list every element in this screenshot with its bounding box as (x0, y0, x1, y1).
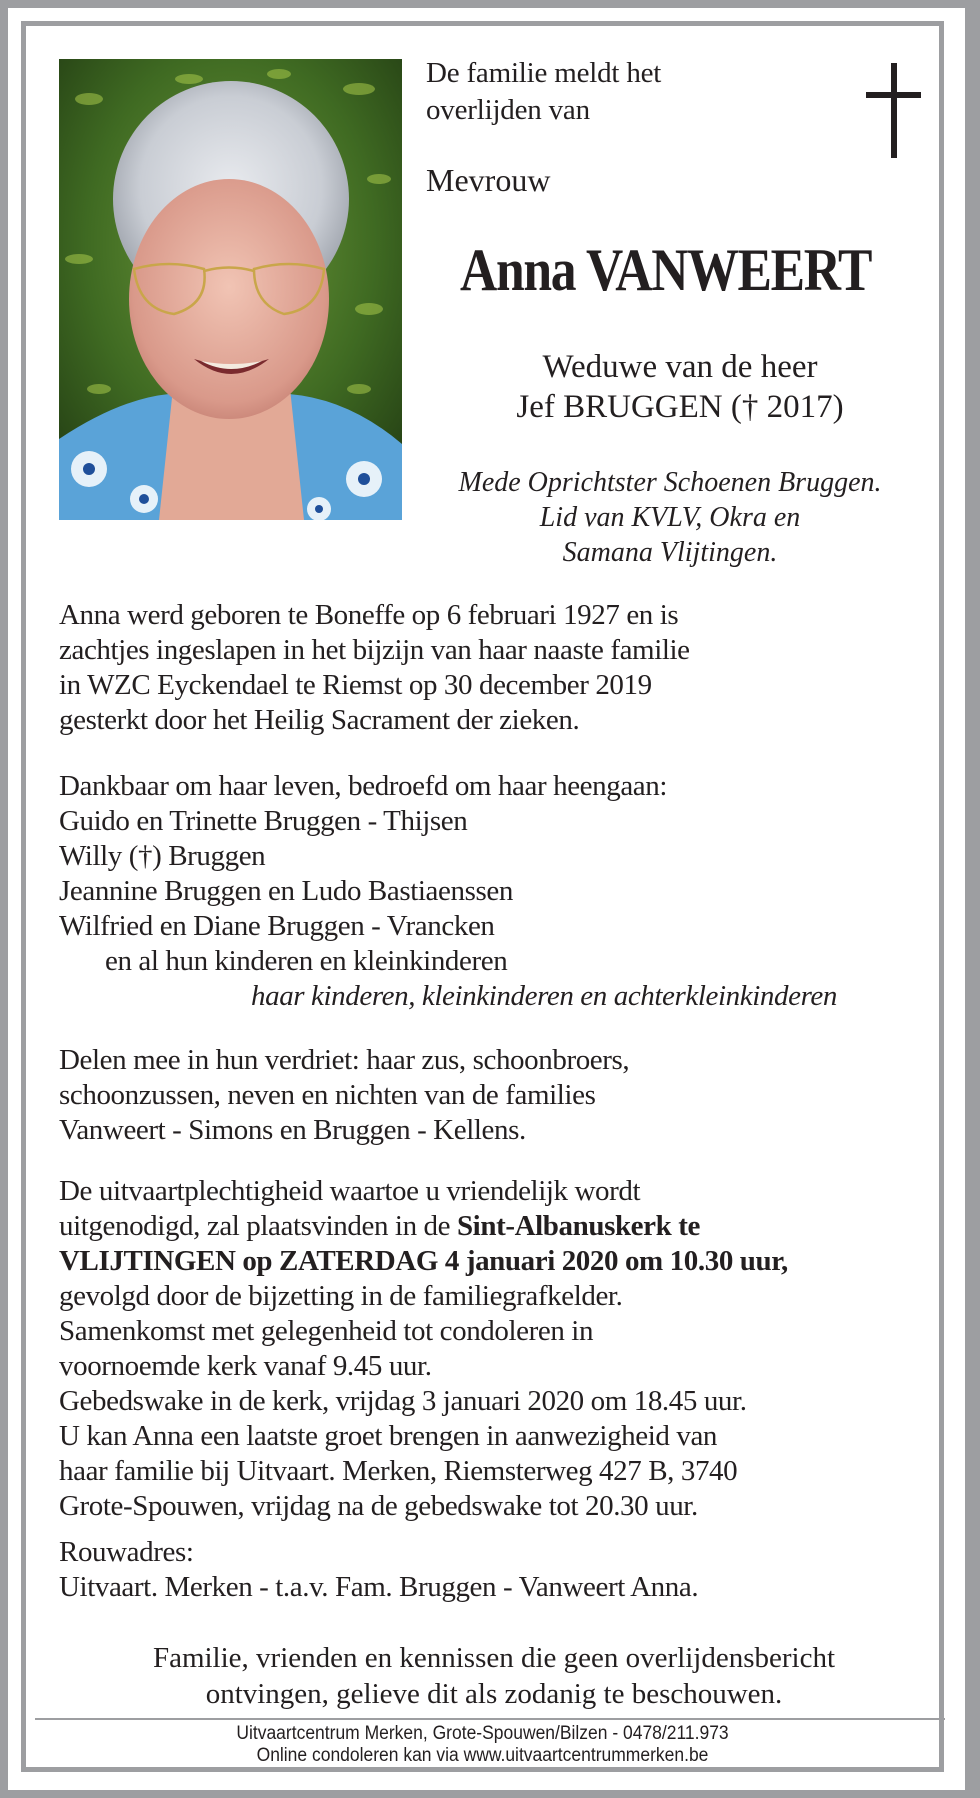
deceased-name: Anna VANWEERT (460, 237, 872, 303)
text-line: Delen mee in hun verdriet: haar zus, schoonbroers, (59, 1044, 630, 1076)
bio-line-1: Mede Oprichtster Schoenen Bruggen. (458, 467, 882, 498)
text-line: Anna werd geboren te Boneffe op 6 februari 1927 en is (59, 599, 679, 631)
text-line: in WZC Eyckendael te Riemst op 30 december 2019 (59, 669, 652, 701)
text-line: De uitvaartplechtigheid waartoe u vriendelijk wordt (59, 1175, 641, 1207)
text-line: Samenkomst met gelegenheid tot condoleren in (59, 1315, 594, 1347)
closing-note (59, 1640, 929, 1712)
announcement-intro (426, 55, 661, 129)
family-list (59, 769, 929, 1014)
relatives-paragraph (59, 1043, 929, 1148)
closing-line-1: Familie, vrienden en kennissen die geen overlijdensbericht (152, 1642, 836, 1674)
widow-line-1: Weduwe van de heer (542, 349, 818, 385)
text-line: Gebedswake in de kerk, vrijdag 3 januari 2020 om 18.45 uur. (59, 1385, 747, 1417)
intro-line-2: overlijden van (426, 94, 590, 126)
address-value: Uitvaart. Merken - t.a.v. Fam. Bruggen - Vanweert Anna. (59, 1571, 699, 1603)
widow-of (440, 347, 920, 427)
mourning-address (59, 1535, 929, 1605)
address-label: Rouwadres: (59, 1536, 194, 1568)
footer-website: Online condoleren kan via www.uitvaartcentrummerken.be (256, 1745, 709, 1766)
text-line: gevolgd door de bijzetting in de familiegrafkelder. (59, 1280, 623, 1312)
text-line (59, 1244, 929, 1279)
intro-line-1: De familie meldt het (426, 57, 662, 89)
salutation: Mevrouw (426, 162, 551, 198)
biography (420, 465, 920, 570)
portrait-photo (59, 59, 402, 520)
family-member: Willy (†) Bruggen (59, 840, 266, 872)
text-line (59, 1209, 929, 1244)
text-line: zachtjes ingeslapen in het bijzijn van haar naaste familie (59, 634, 690, 666)
family-intro: Dankbaar om haar leven, bedroefd om haar heengaan: (59, 770, 668, 802)
family-member: Wilfried en Diane Bruggen - Vrancken (59, 910, 495, 942)
widow-line-2: Jef BRUGGEN († 2017) (516, 389, 844, 425)
birth-death-paragraph (59, 598, 929, 738)
text-line: Grote-Spouwen, vrijdag na de gebedswake tot 20.30 uur. (59, 1490, 698, 1522)
family-member: Jeannine Bruggen en Ludo Bastiaenssen (59, 875, 513, 907)
text-line: Vanweert - Simons en Bruggen - Kellens. (59, 1114, 526, 1146)
text-line: voornoemde kerk vanaf 9.45 uur. (59, 1350, 432, 1382)
church-location: Sint-Albanuskerk te (456, 1210, 700, 1242)
ceremony-paragraph (59, 1174, 929, 1524)
text-span: uitgenodigd, zal plaatsvinden in de (59, 1210, 457, 1242)
funeral-home-footer (63, 1723, 903, 1767)
text-line: haar familie bij Uitvaart. Merken, Riemsterweg 427 B, 3740 (59, 1455, 738, 1487)
footer-contact: Uitvaartcentrum Merken, Grote-Spouwen/Bilzen - 0478/211.973 (236, 1723, 729, 1744)
text-line: U kan Anna een laatste groet brengen in aanwezigheid van (59, 1420, 718, 1452)
family-signature: haar kinderen, kleinkinderen en achterkleinkinderen (251, 980, 837, 1012)
bio-line-2: Lid van KVLV, Okra en (539, 502, 801, 533)
grandchildren-line: en al hun kinderen en kleinkinderen (105, 945, 508, 977)
bio-line-3: Samana Vlijtingen. (562, 537, 778, 568)
text-line: schoonzussen, neven en nichten van de families (59, 1079, 596, 1111)
family-member: Guido en Trinette Bruggen - Thijsen (59, 805, 468, 837)
ceremony-datetime: VLIJTINGEN op ZATERDAG 4 januari 2020 om 10.30 uur, (59, 1245, 788, 1277)
footer-divider (35, 1718, 945, 1720)
closing-line-2: ontvingen, gelieve dit als zodanig te beschouwen. (205, 1678, 783, 1710)
text-line: gesterkt door het Heilig Sacrament der zieken. (59, 704, 580, 736)
